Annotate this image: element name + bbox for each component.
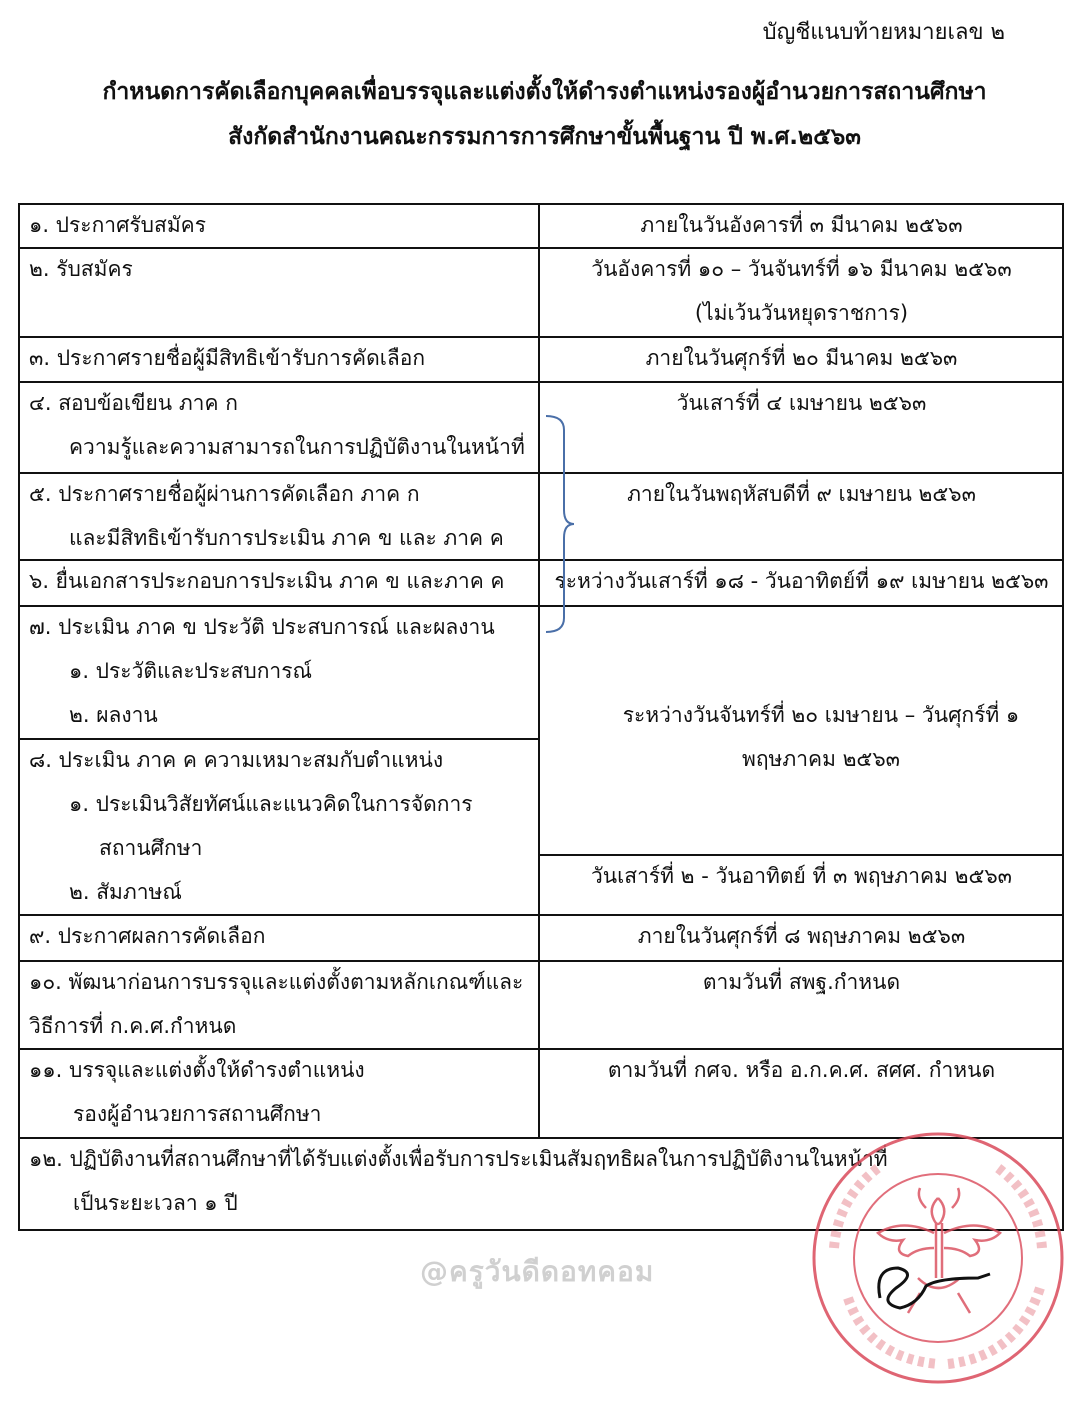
date-cell	[539, 203, 1064, 247]
date-cell	[539, 336, 1064, 380]
date-text: พฤษภาคม ๒๕๖๓	[741, 747, 901, 771]
step-label: ๗. ประเมิน ภาค ข ประวัติ ประสบการณ์ และผลงาน	[29, 615, 495, 639]
date-text: ภายในวันพฤหัสบดีที่ ๙ เมษายน ๒๕๖๓	[627, 482, 976, 506]
date-text: ภายในวันอังคารที่ ๓ มีนาคม ๒๕๖๓	[640, 213, 963, 237]
date-cell	[578, 693, 1064, 781]
sub-item: ๒. สัมภาษณ์	[69, 880, 182, 904]
step-label: ๖. ยื่นเอกสารประกอบการประเมิน ภาค ข และภาค ค	[29, 569, 505, 593]
date-text: ภายในวันศุกร์ที่ ๘ พฤษภาคม ๒๕๖๓	[637, 924, 966, 948]
step-continued: เป็นระยะเวลา ๑ ปี	[73, 1191, 238, 1215]
step-label: ๕. ประกาศรายชื่อผู้ผ่านการคัดเลือก ภาค ก	[29, 482, 420, 506]
date-text: ตามวันที่ กศจ. หรือ อ.ก.ค.ศ. สศศ. กำหนด	[607, 1058, 996, 1082]
date-cell	[539, 1048, 1064, 1092]
table-row	[18, 247, 539, 291]
table-row	[18, 203, 539, 247]
sub-item: ๑. ประเมินวิสัยทัศน์และแนวคิดในการจัดการ	[69, 792, 473, 816]
group-brace-icon	[524, 414, 574, 634]
schedule-table	[18, 203, 1064, 1231]
table-row	[18, 381, 539, 469]
document-title: กำหนดการคัดเลือกบุคคลเพื่อบรรจุและแต่งตั้งให้ดำรงตำแหน่งรองผู้อำนวยการสถานศึกษา	[102, 79, 987, 105]
step-label: ๘. ประเมิน ภาค ค ความเหมาะสมกับตำแหน่ง	[29, 748, 444, 772]
date-note: (ไม่เว้นวันหยุดราชการ)	[694, 301, 909, 325]
table-row	[18, 738, 539, 914]
table-row	[18, 605, 539, 737]
step-label: ๑๐. พัฒนาก่อนการบรรจุและแต่งตั้งตามหลักเกณฑ์และ	[29, 970, 524, 994]
date-text: ภายในวันศุกร์ที่ ๒๐ มีนาคม ๒๕๖๓	[645, 346, 958, 370]
date-text: ระหว่างวันเสาร์ที่ ๑๘ - วันอาทิตย์ที่ ๑๙ เมษายน ๒๕๖๓	[554, 569, 1049, 593]
date-cell	[539, 472, 1064, 516]
sub-item-continued: สถานศึกษา	[99, 836, 203, 860]
date-cell	[539, 247, 1064, 335]
step-label: ๓. ประกาศรายชื่อผู้มีสิทธิเข้ารับการคัดเลือก	[29, 346, 426, 370]
sub-item: ๒. ผลงาน	[69, 703, 158, 727]
table-row	[18, 472, 539, 560]
date-cell	[539, 914, 1064, 958]
table-row	[18, 336, 539, 380]
step-continued: รองผู้อำนวยการสถานศึกษา	[73, 1102, 322, 1126]
step-label: ๑๑. บรรจุและแต่งตั้งให้ดำรงตำแหน่ง	[29, 1058, 365, 1082]
step-label: ๔. สอบข้อเขียน ภาค ก	[29, 391, 238, 415]
date-cell	[539, 559, 1064, 603]
date-text: ตามวันที่ สพฐ.กำหนด	[702, 970, 901, 994]
step-detail: และมีสิทธิเข้ารับการประเมิน ภาค ข และ ภาค ค	[69, 526, 504, 550]
date-cell	[539, 854, 1064, 898]
sub-item: ๑. ประวัติและประสบการณ์	[69, 659, 312, 683]
step-label: ๙. ประกาศผลการคัดเลือก	[29, 924, 266, 948]
date-text: วันเสาร์ที่ ๒ - วันอาทิตย์ ที่ ๓ พฤษภาคม ๒๕๖๓	[590, 864, 1013, 888]
document-subtitle: สังกัดสำนักงานคณะกรรมการการศึกษาขั้นพื้นฐาน ปี พ.ศ.๒๕๖๓	[228, 124, 861, 150]
step-label: ๑๒. ปฏิบัติงานที่สถานศึกษาที่ได้รับแต่งตั้งเพื่อรับการประเมินสัมฤทธิผลในการปฏิบัติงานในหน้าที่	[29, 1147, 888, 1171]
step-label: ๒. รับสมัคร	[29, 257, 133, 281]
date-text: วันเสาร์ที่ ๔ เมษายน ๒๕๖๓	[676, 391, 927, 415]
watermark-text: @ครูวันดีดอทคอม	[420, 1255, 655, 1288]
table-row	[18, 914, 539, 958]
step-label: ๑. ประกาศรับสมัคร	[29, 213, 207, 237]
step-detail: ความรู้และความสามารถในการปฏิบัติงานในหน้าที่	[69, 435, 525, 459]
table-row	[18, 960, 539, 1048]
date-cell	[539, 960, 1064, 1004]
date-text: วันอังคารที่ ๑๐ – วันจันทร์ที่ ๑๖ มีนาคม ๒๕๖๓	[591, 257, 1012, 281]
official-seal-icon	[808, 1128, 1068, 1388]
annex-label: บัญชีแนบท้ายหมายเลข ๒	[762, 20, 1005, 45]
table-row	[18, 1048, 539, 1136]
step-continued: วิธีการที่ ก.ค.ศ.กำหนด	[29, 1014, 237, 1038]
date-text: ระหว่างวันจันทร์ที่ ๒๐ เมษายน – วันศุกร์ที่ ๑	[622, 703, 1020, 727]
table-row	[18, 559, 539, 603]
date-cell	[539, 381, 1064, 425]
